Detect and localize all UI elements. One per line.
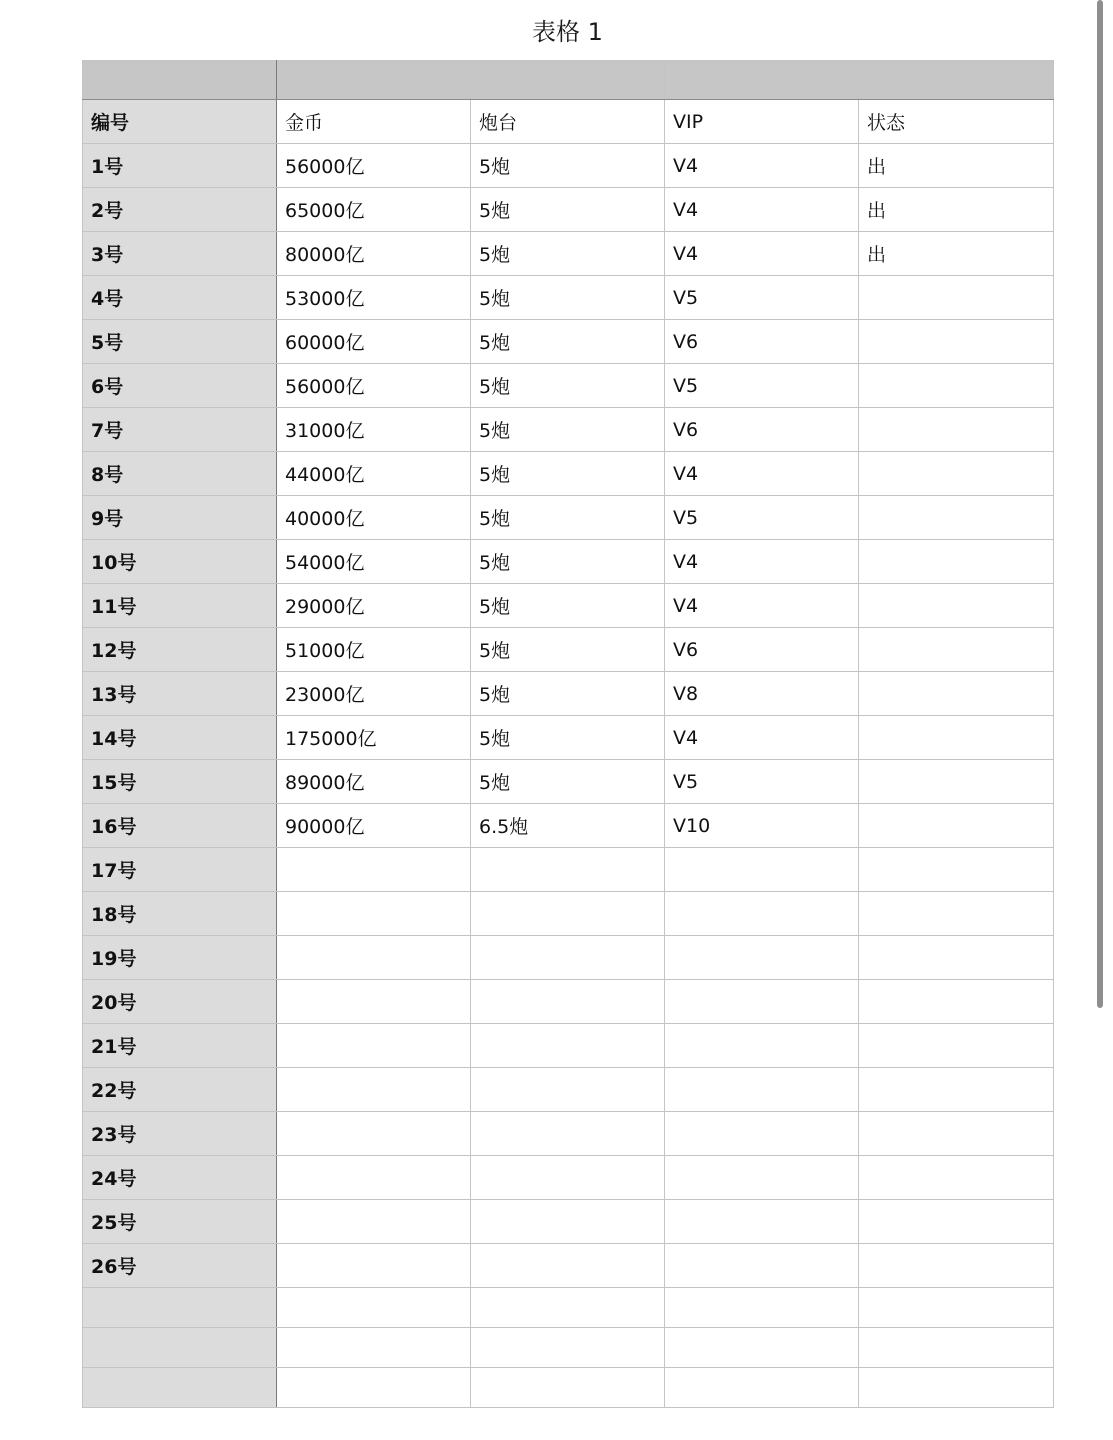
status-cell[interactable]: [859, 1112, 1054, 1156]
cannon-cell[interactable]: 5炮: [471, 276, 665, 320]
vip-cell[interactable]: [665, 892, 859, 936]
table-row: [83, 584, 1054, 628]
cannon-cell[interactable]: [471, 1244, 665, 1288]
status-cell[interactable]: [859, 760, 1054, 804]
empty-cell[interactable]: [471, 1368, 665, 1408]
cannon-cell[interactable]: 5炮: [471, 232, 665, 276]
table-row: [83, 144, 1054, 188]
row-id-cell[interactable]: 21号: [83, 1024, 277, 1068]
status-cell[interactable]: [859, 848, 1054, 892]
vip-cell[interactable]: V4: [665, 584, 859, 628]
vip-cell[interactable]: V8: [665, 672, 859, 716]
empty-row: [83, 1368, 1054, 1408]
header-band-cell[interactable]: [83, 61, 277, 100]
column-label-vip[interactable]: VIP: [665, 100, 859, 144]
status-cell[interactable]: [859, 804, 1054, 848]
empty-cell[interactable]: [471, 1328, 665, 1368]
vip-cell[interactable]: V10: [665, 804, 859, 848]
gold-cell[interactable]: 175000亿: [277, 716, 471, 760]
row-id-cell[interactable]: 17号: [83, 848, 277, 892]
status-cell[interactable]: [859, 1068, 1054, 1112]
page-title: 表格 1: [532, 18, 603, 46]
row-id-cell[interactable]: 23号: [83, 1112, 277, 1156]
row-id-cell[interactable]: 1号: [83, 144, 277, 188]
row-id-cell[interactable]: 25号: [83, 1200, 277, 1244]
row-id-cell[interactable]: 7号: [83, 408, 277, 452]
status-cell[interactable]: 出: [859, 188, 1054, 232]
status-cell[interactable]: [859, 1156, 1054, 1200]
vip-cell[interactable]: V5: [665, 276, 859, 320]
status-cell[interactable]: 出: [859, 232, 1054, 276]
cannon-cell[interactable]: 5炮: [471, 716, 665, 760]
vip-cell[interactable]: V6: [665, 628, 859, 672]
table-row: [83, 452, 1054, 496]
row-id-cell[interactable]: 4号: [83, 276, 277, 320]
table-row: [83, 936, 1054, 980]
cannon-cell[interactable]: [471, 848, 665, 892]
status-cell[interactable]: [859, 980, 1054, 1024]
column-header-band: [83, 61, 1054, 100]
empty-cell[interactable]: [859, 1368, 1054, 1408]
table-row: [83, 628, 1054, 672]
cannon-cell[interactable]: [471, 980, 665, 1024]
row-id-cell[interactable]: 26号: [83, 1244, 277, 1288]
vip-cell[interactable]: V6: [665, 408, 859, 452]
vip-cell[interactable]: V4: [665, 232, 859, 276]
gold-cell[interactable]: 31000亿: [277, 408, 471, 452]
status-cell[interactable]: [859, 408, 1054, 452]
vip-cell[interactable]: V4: [665, 144, 859, 188]
cannon-cell[interactable]: 5炮: [471, 188, 665, 232]
vip-cell[interactable]: [665, 1244, 859, 1288]
status-cell[interactable]: [859, 628, 1054, 672]
empty-cell[interactable]: [277, 1328, 471, 1368]
status-cell[interactable]: [859, 1200, 1054, 1244]
header-band-cell[interactable]: [471, 61, 665, 100]
gold-cell[interactable]: [277, 848, 471, 892]
empty-cell[interactable]: [471, 1288, 665, 1328]
cannon-cell[interactable]: 5炮: [471, 540, 665, 584]
gold-cell[interactable]: 53000亿: [277, 276, 471, 320]
row-id-cell[interactable]: 22号: [83, 1068, 277, 1112]
vip-cell[interactable]: [665, 980, 859, 1024]
vip-cell[interactable]: V4: [665, 188, 859, 232]
cannon-cell[interactable]: 5炮: [471, 452, 665, 496]
spreadsheet-table: [82, 60, 1054, 1408]
cannon-cell[interactable]: 5炮: [471, 672, 665, 716]
table-body: [83, 61, 1054, 1408]
status-cell[interactable]: [859, 584, 1054, 628]
vip-cell[interactable]: V6: [665, 320, 859, 364]
cannon-cell[interactable]: 6.5炮: [471, 804, 665, 848]
gold-cell[interactable]: [277, 1244, 471, 1288]
table-row: [83, 1112, 1054, 1156]
vip-cell[interactable]: V5: [665, 364, 859, 408]
empty-cell[interactable]: [83, 1368, 277, 1408]
row-id-cell[interactable]: 6号: [83, 364, 277, 408]
status-cell[interactable]: [859, 1244, 1054, 1288]
gold-cell[interactable]: [277, 1200, 471, 1244]
status-cell[interactable]: [859, 1024, 1054, 1068]
row-id-cell[interactable]: 13号: [83, 672, 277, 716]
cannon-cell[interactable]: 5炮: [471, 408, 665, 452]
empty-cell[interactable]: [83, 1288, 277, 1328]
status-cell[interactable]: [859, 892, 1054, 936]
gold-cell[interactable]: 56000亿: [277, 364, 471, 408]
row-id-cell[interactable]: 11号: [83, 584, 277, 628]
table-row: [83, 1068, 1054, 1112]
cannon-cell[interactable]: [471, 1024, 665, 1068]
empty-cell[interactable]: [665, 1328, 859, 1368]
status-cell[interactable]: [859, 276, 1054, 320]
gold-cell[interactable]: [277, 1112, 471, 1156]
cannon-cell[interactable]: 5炮: [471, 760, 665, 804]
status-cell[interactable]: [859, 452, 1054, 496]
table-row: [83, 1156, 1054, 1200]
empty-cell[interactable]: [277, 1288, 471, 1328]
status-cell[interactable]: [859, 320, 1054, 364]
vip-cell[interactable]: [665, 1200, 859, 1244]
cannon-cell[interactable]: [471, 1068, 665, 1112]
column-label-cannon[interactable]: 炮台: [471, 100, 665, 144]
gold-cell[interactable]: 44000亿: [277, 452, 471, 496]
status-cell[interactable]: [859, 496, 1054, 540]
cannon-cell[interactable]: [471, 936, 665, 980]
gold-cell[interactable]: 89000亿: [277, 760, 471, 804]
table-row: [83, 276, 1054, 320]
empty-cell[interactable]: [859, 1288, 1054, 1328]
table-row: [83, 760, 1054, 804]
table-row: [83, 804, 1054, 848]
empty-cell[interactable]: [277, 1368, 471, 1408]
gold-cell[interactable]: 60000亿: [277, 320, 471, 364]
cannon-cell[interactable]: [471, 892, 665, 936]
vip-cell[interactable]: [665, 1068, 859, 1112]
gold-cell[interactable]: 40000亿: [277, 496, 471, 540]
cannon-cell[interactable]: [471, 1200, 665, 1244]
row-id-cell[interactable]: 2号: [83, 188, 277, 232]
cannon-cell[interactable]: 5炮: [471, 144, 665, 188]
table-row: [83, 364, 1054, 408]
vip-cell[interactable]: V4: [665, 452, 859, 496]
row-id-cell[interactable]: 8号: [83, 452, 277, 496]
status-cell[interactable]: [859, 716, 1054, 760]
row-id-cell[interactable]: 16号: [83, 804, 277, 848]
cannon-cell[interactable]: 5炮: [471, 584, 665, 628]
gold-cell[interactable]: 54000亿: [277, 540, 471, 584]
gold-cell[interactable]: 56000亿: [277, 144, 471, 188]
table-row: [83, 320, 1054, 364]
table-row: [83, 716, 1054, 760]
table-row: [83, 188, 1054, 232]
empty-row: [83, 1328, 1054, 1368]
vip-cell[interactable]: [665, 1156, 859, 1200]
vip-cell[interactable]: [665, 936, 859, 980]
table-row: [83, 1024, 1054, 1068]
gold-cell[interactable]: [277, 1156, 471, 1200]
column-label-id[interactable]: 编号: [83, 100, 277, 144]
cannon-cell[interactable]: 5炮: [471, 496, 665, 540]
table-row: [83, 892, 1054, 936]
row-id-cell[interactable]: 9号: [83, 496, 277, 540]
header-band-cell[interactable]: [277, 61, 471, 100]
gold-cell[interactable]: 51000亿: [277, 628, 471, 672]
row-id-cell[interactable]: 14号: [83, 716, 277, 760]
row-id-cell[interactable]: 3号: [83, 232, 277, 276]
header-band-cell[interactable]: [859, 61, 1054, 100]
table-row: [83, 408, 1054, 452]
table-row: [83, 672, 1054, 716]
column-label-gold[interactable]: 金币: [277, 100, 471, 144]
table-row: [83, 496, 1054, 540]
cannon-cell[interactable]: [471, 1112, 665, 1156]
vip-cell[interactable]: V4: [665, 540, 859, 584]
vip-cell[interactable]: [665, 1112, 859, 1156]
row-id-cell[interactable]: 12号: [83, 628, 277, 672]
status-cell[interactable]: [859, 936, 1054, 980]
empty-cell[interactable]: [83, 1328, 277, 1368]
gold-cell[interactable]: [277, 1024, 471, 1068]
cannon-cell[interactable]: 5炮: [471, 364, 665, 408]
table-row: [83, 1200, 1054, 1244]
scrollbar-thumb[interactable]: [1097, 0, 1103, 1008]
status-cell[interactable]: 出: [859, 144, 1054, 188]
header-row: [83, 100, 1054, 144]
empty-row: [83, 1288, 1054, 1328]
vip-cell[interactable]: [665, 1024, 859, 1068]
gold-cell[interactable]: 29000亿: [277, 584, 471, 628]
row-id-cell[interactable]: 20号: [83, 980, 277, 1024]
gold-cell[interactable]: [277, 1068, 471, 1112]
row-id-cell[interactable]: 19号: [83, 936, 277, 980]
gold-cell[interactable]: 65000亿: [277, 188, 471, 232]
cannon-cell[interactable]: 5炮: [471, 628, 665, 672]
status-cell[interactable]: [859, 672, 1054, 716]
empty-cell[interactable]: [665, 1368, 859, 1408]
gold-cell[interactable]: 90000亿: [277, 804, 471, 848]
empty-cell[interactable]: [859, 1328, 1054, 1368]
gold-cell[interactable]: 80000亿: [277, 232, 471, 276]
gold-cell[interactable]: [277, 892, 471, 936]
status-cell[interactable]: [859, 540, 1054, 584]
row-id-cell[interactable]: 24号: [83, 1156, 277, 1200]
table-row: [83, 540, 1054, 584]
vip-cell[interactable]: V5: [665, 496, 859, 540]
table-row: [83, 848, 1054, 892]
vip-cell[interactable]: V4: [665, 716, 859, 760]
gold-cell[interactable]: [277, 936, 471, 980]
vip-cell[interactable]: V5: [665, 760, 859, 804]
table-row: [83, 1244, 1054, 1288]
gold-cell[interactable]: 23000亿: [277, 672, 471, 716]
empty-cell[interactable]: [665, 1288, 859, 1328]
cannon-cell[interactable]: 5炮: [471, 320, 665, 364]
gold-cell[interactable]: [277, 980, 471, 1024]
status-cell[interactable]: [859, 364, 1054, 408]
vip-cell[interactable]: [665, 848, 859, 892]
row-id-cell[interactable]: 18号: [83, 892, 277, 936]
table-row: [83, 232, 1054, 276]
cannon-cell[interactable]: [471, 1156, 665, 1200]
row-id-cell[interactable]: 10号: [83, 540, 277, 584]
column-label-status[interactable]: 状态: [859, 100, 1054, 144]
row-id-cell[interactable]: 5号: [83, 320, 277, 364]
row-id-cell[interactable]: 15号: [83, 760, 277, 804]
header-band-cell[interactable]: [665, 61, 859, 100]
table-row: [83, 980, 1054, 1024]
